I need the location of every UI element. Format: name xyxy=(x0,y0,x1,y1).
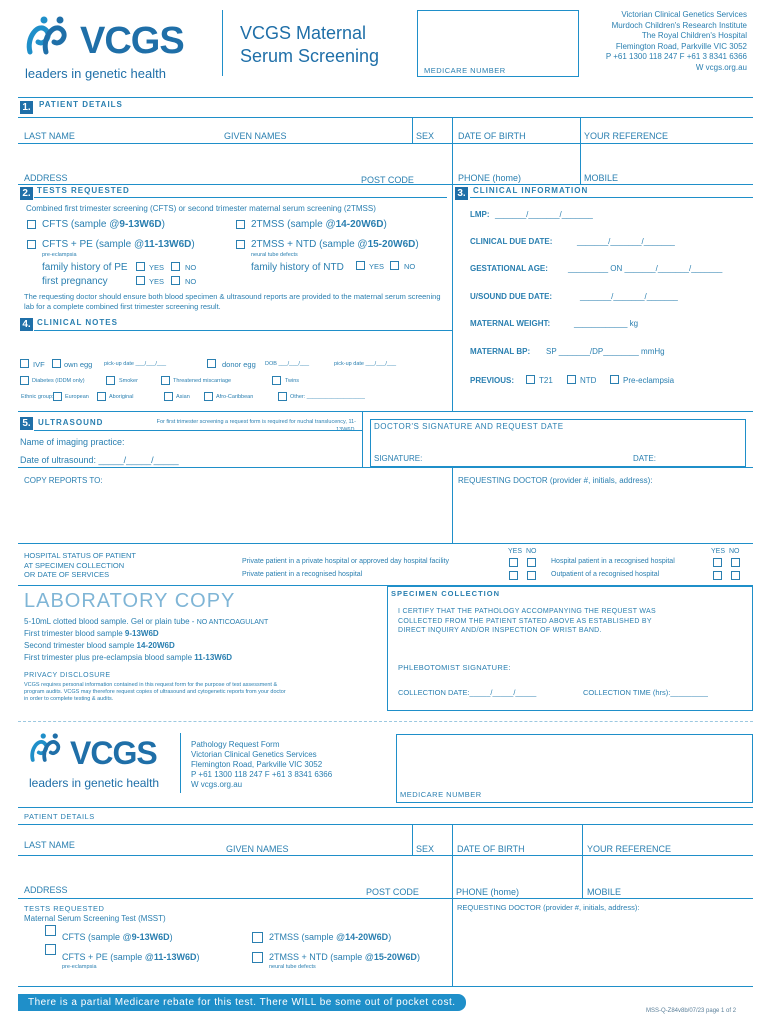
phone-field[interactable]: PHONE (home) xyxy=(458,173,522,183)
lab-line-3: Second trimester blood sample 14-20W6D xyxy=(24,641,175,650)
twins-label: Twins xyxy=(285,378,300,384)
specimen-collection-title: SPECIMEN COLLECTION xyxy=(391,589,501,598)
cfts-pe-checkbox[interactable] xyxy=(27,240,36,249)
lower-msst-subtitle: Maternal Serum Screening Test (MSST) xyxy=(24,914,166,923)
donor-dob[interactable]: DOB ___/___/___ xyxy=(265,361,310,367)
medicare-rebate-banner: There is a partial Medicare rebate for this test. There WILL be some out of pocket cost. xyxy=(18,994,466,1011)
lower-your-reference-field[interactable]: YOUR REFERENCE xyxy=(587,844,672,854)
maternal-weight-label: MATERNAL WEIGHT: xyxy=(470,319,551,328)
fam-pe-yes-checkbox[interactable] xyxy=(136,262,145,271)
no-col-b: NO xyxy=(729,548,740,555)
previous-ntd-label: NTD xyxy=(580,376,597,385)
2tmss-checkbox[interactable] xyxy=(236,220,245,229)
family-history-ntd-label: family history of NTD xyxy=(251,262,344,273)
logo-tagline: leaders in genetic health xyxy=(25,66,166,81)
copy-reports-to-field[interactable]: COPY REPORTS TO: xyxy=(24,476,103,485)
specimen-certify: I CERTIFY THAT THE PATHOLOGY ACCOMPANYING THE REQUEST WAS COLLECTED FROM THE PATIENT STATED ABOVE AS ESTABLISHED BY DIRECT INQUIRY AND/OR INSPECTION OF WRIST BAND. xyxy=(398,608,656,634)
2tmss-ntd-label: 2TMSS + NTD (sample @15-20W6D) xyxy=(251,239,419,250)
patient-details-title: PATIENT DETAILS xyxy=(39,100,123,109)
lower-2tmss-label: 2TMSS (sample @14-20W6D) xyxy=(269,932,392,942)
lower-post-code-field[interactable]: POST CODE xyxy=(366,887,419,897)
fam-ntd-yes-label: YES xyxy=(369,262,385,271)
gestational-age-field[interactable]: _________ ON _______/_______/_______ xyxy=(568,264,723,273)
pre-eclampsia-note: pre-eclampsia xyxy=(42,252,77,258)
logo-tagline-lower: leaders in genetic health xyxy=(29,776,160,790)
cfts-checkbox[interactable] xyxy=(27,220,36,229)
lower-sex-field[interactable]: SEX xyxy=(416,844,435,854)
asian-checkbox[interactable] xyxy=(164,392,173,401)
hospital-recognised-yes-checkbox[interactable] xyxy=(713,558,722,567)
section-3-number: 3. xyxy=(455,187,468,200)
dob-field[interactable]: DATE OF BIRTH xyxy=(458,131,526,141)
own-egg-label: own egg xyxy=(64,360,93,369)
vcgs-logo-icon xyxy=(24,12,82,60)
gestational-age-label: GESTATIONAL AGE: xyxy=(470,264,548,273)
private-private-yes-checkbox[interactable] xyxy=(509,558,518,567)
lower-cfts-pe-checkbox[interactable] xyxy=(45,944,56,955)
private-private-label: Private patient in a private hospital or approved day hospital facility xyxy=(242,558,450,565)
medicare-label-lower: MEDICARE NUMBER xyxy=(400,790,482,799)
lmp-label: LMP: xyxy=(470,210,490,219)
afro-caribbean-checkbox[interactable] xyxy=(204,392,213,401)
first-preg-yes-checkbox[interactable] xyxy=(136,276,145,285)
asian-label: Asian xyxy=(176,394,190,400)
clinical-information-title: CLINICAL INFORMATION xyxy=(473,186,589,195)
collection-date-field[interactable]: COLLECTION DATE:_____/_____/_____ xyxy=(398,688,537,697)
lower-mobile-field[interactable]: MOBILE xyxy=(587,887,622,897)
lmp-field[interactable]: _______/_______/_______ xyxy=(495,210,593,219)
diabetes-checkbox[interactable] xyxy=(20,376,29,385)
logo-wordmark-lower: VCGS xyxy=(70,735,157,771)
outpatient-yes-checkbox[interactable] xyxy=(713,571,722,580)
lower-2tmss-ntd-checkbox[interactable] xyxy=(252,952,263,963)
ultrasound-title: ULTRASOUND xyxy=(38,418,104,427)
lower-requesting-doctor-field[interactable]: REQUESTING DOCTOR (provider #, initials, address): xyxy=(457,903,640,912)
address-field[interactable]: ADDRESS xyxy=(24,173,68,183)
mobile-field[interactable]: MOBILE xyxy=(584,173,619,183)
fam-pe-no-checkbox[interactable] xyxy=(171,262,180,271)
lower-given-names-field[interactable]: GIVEN NAMES xyxy=(226,844,289,854)
clinical-due-date-field[interactable]: _______/_______/_______ xyxy=(577,237,675,246)
lower-tests-requested-title: TESTS REQUESTED xyxy=(24,904,105,913)
private-recognised-label: Private patient in a recognised hospital xyxy=(242,571,363,578)
lower-ntd-note: neural tube defects xyxy=(269,964,316,970)
private-recognised-no-checkbox[interactable] xyxy=(527,571,536,580)
first-preg-no-label: NO xyxy=(185,277,197,286)
smoker-label: Smoker xyxy=(119,378,138,384)
signature-label: SIGNATURE: xyxy=(374,454,423,463)
yes-col-a: YES xyxy=(508,548,523,555)
2tmss-label: 2TMSS (sample @14-20W6D) xyxy=(251,219,387,230)
privacy-title: PRIVACY DISCLOSURE xyxy=(24,672,111,679)
lower-pre-eclampsia-note: pre-eclampsia xyxy=(62,964,97,970)
date-label: DATE: xyxy=(633,454,656,463)
sex-field[interactable]: SEX xyxy=(416,131,435,141)
twins-checkbox[interactable] xyxy=(272,376,281,385)
lab-line-4: First trimester plus pre-eclampsia blood sample 11-13W6D xyxy=(24,653,233,662)
2tmss-ntd-checkbox[interactable] xyxy=(236,240,245,249)
collection-time-field[interactable]: COLLECTION TIME (hrs):_________ xyxy=(583,688,708,697)
private-recognised-yes-checkbox[interactable] xyxy=(509,571,518,580)
lower-2tmss-checkbox[interactable] xyxy=(252,932,263,943)
requesting-doctor-field[interactable]: REQUESTING DOCTOR (provider #, initials, address): xyxy=(458,476,653,485)
section-2-number: 2. xyxy=(20,187,33,200)
given-names-field[interactable]: GIVEN NAMES xyxy=(224,131,287,141)
doctor-signature-title: DOCTOR'S SIGNATURE AND REQUEST DATE xyxy=(374,422,564,431)
maternal-bp-field[interactable]: SP _______/DP________ mmHg xyxy=(546,347,665,356)
ethnic-group-label: Ethnic group: xyxy=(21,394,54,400)
lower-cfts-pe-label: CFTS + PE (sample @11-13W6D) xyxy=(62,952,200,962)
hospital-status-label: HOSPITAL STATUS OF PATIENT AT SPECIMEN COLLECTION OR DATE OF SERVICES xyxy=(24,551,136,579)
footer-doc-code: MSS-Q-Z84v8b/07/23 page 1 of 2 xyxy=(646,1008,737,1014)
first-pregnancy-label: first pregnancy xyxy=(42,276,108,287)
miscarriage-label: Threatened miscarriage xyxy=(173,378,232,384)
aboriginal-label: Aboriginal xyxy=(109,394,134,400)
smoker-checkbox[interactable] xyxy=(106,376,115,385)
your-reference-field[interactable]: YOUR REFERENCE xyxy=(584,131,669,141)
ultrasound-note: For first trimester screening a request form is required for nuchal translucency, 11-13W6D. xyxy=(156,419,356,433)
previous-t21-label: T21 xyxy=(539,376,553,385)
section-5-number: 5. xyxy=(20,417,33,430)
clinical-notes-title: CLINICAL NOTES xyxy=(37,318,118,327)
other-ethnic-field[interactable]: Other: ___________________ xyxy=(290,394,365,400)
fam-pe-no-label: NO xyxy=(185,263,197,272)
tear-line xyxy=(18,721,753,722)
tests-requested-title: TESTS REQUESTED xyxy=(37,186,130,195)
lab-line-1: 5-10mL clotted blood sample. Gel or plain tube - NO ANTICOAGULANT xyxy=(24,617,269,626)
medicare-label: MEDICARE NUMBER xyxy=(424,66,506,75)
clinical-due-date-label: CLINICAL DUE DATE: xyxy=(470,237,553,246)
tests-note: The requesting doctor should ensure both blood specimen & ultrasound reports are provided to the maternal serum screening lab for a complete combined first trimester screening result. xyxy=(24,292,441,311)
miscarriage-checkbox[interactable] xyxy=(161,376,170,385)
hospital-recognised-no-checkbox[interactable] xyxy=(731,558,740,567)
donor-pickup[interactable]: pick-up date ___/___/___ xyxy=(334,361,397,367)
cfts-label: CFTS (sample @9-13W6D) xyxy=(42,219,165,230)
privacy-text: VCGS requires personal information contained in this request form for the purpose of test assessment & program audits. VCGS may therefore request copies of ultrasound and cytogenetic reports from your doctor in order to complete testing & audits. xyxy=(24,682,286,702)
lower-last-name-field[interactable]: LAST NAME xyxy=(24,840,75,850)
phlebotomist-signature-field[interactable]: PHLEBOTOMIST SIGNATURE: xyxy=(398,663,511,672)
outpatient-no-checkbox[interactable] xyxy=(731,571,740,580)
lab-address: Victorian Clinical Genetics Services Murdoch Children's Research Institute The Royal Children's Hospital Flemington Road, Parkville VIC 3052 P +61 1300 118 247 F +61 3 8341 6366 W vcgs.org.au xyxy=(605,10,747,72)
previous-t21-checkbox[interactable] xyxy=(526,375,535,384)
vcgs-logo-icon-lower xyxy=(28,730,72,766)
previous-ntd-checkbox[interactable] xyxy=(567,375,576,384)
european-checkbox[interactable] xyxy=(53,392,62,401)
own-egg-pickup[interactable]: pick-up date ___/___/___ xyxy=(104,361,167,367)
lower-cfts-checkbox[interactable] xyxy=(45,925,56,936)
fam-pe-yes-label: YES xyxy=(149,263,165,272)
ivf-checkbox[interactable] xyxy=(20,359,29,368)
section-4-number: 4. xyxy=(20,318,33,331)
ultrasound-date-field[interactable]: Date of ultrasound: _____/_____/_____ xyxy=(20,455,179,465)
lab-line-2: First trimester blood sample 9-13W6D xyxy=(24,629,159,638)
form-title-line1: VCGS Maternal xyxy=(240,23,367,43)
previous-label: PREVIOUS: xyxy=(470,376,515,385)
own-egg-checkbox[interactable] xyxy=(52,359,61,368)
lower-patient-details-title: PATIENT DETAILS xyxy=(24,812,95,821)
donor-egg-checkbox[interactable] xyxy=(207,359,216,368)
aboriginal-checkbox[interactable] xyxy=(97,392,106,401)
lower-address: Pathology Request Form Victorian Clinical Genetics Services Flemington Road, Parkville VIC 3052 P +61 1300 118 247 F +61 3 8341 6366 W vcgs.org.au xyxy=(191,740,333,789)
private-private-no-checkbox[interactable] xyxy=(527,558,536,567)
hospital-recognised-label: Hospital patient in a recognised hospital xyxy=(551,558,675,565)
family-history-pe-label: family history of PE xyxy=(42,262,128,273)
logo-wordmark: VCGS xyxy=(80,20,184,62)
ivf-label: IVF xyxy=(33,360,45,369)
fam-ntd-no-label: NO xyxy=(404,262,416,271)
no-col-a: NO xyxy=(526,548,537,555)
outpatient-label: Outpatient of a recognised hospital xyxy=(551,571,660,578)
first-preg-no-checkbox[interactable] xyxy=(171,276,180,285)
usound-due-date-label: U/SOUND DUE DATE: xyxy=(470,292,553,301)
other-ethnic-checkbox[interactable] xyxy=(278,392,287,401)
previous-pe-checkbox[interactable] xyxy=(610,375,619,384)
fam-ntd-no-checkbox[interactable] xyxy=(390,261,399,270)
lower-phone-field[interactable]: PHONE (home) xyxy=(456,887,520,897)
donor-egg-label: donor egg xyxy=(222,360,256,369)
first-preg-yes-label: YES xyxy=(149,277,165,286)
fam-ntd-yes-checkbox[interactable] xyxy=(356,261,365,270)
diabetes-label: Diabetes (IDDM only) xyxy=(32,378,85,384)
lower-2tmss-ntd-label: 2TMSS + NTD (sample @15-20W6D) xyxy=(269,952,420,962)
afro-caribbean-label: Afro-Caribbean xyxy=(216,394,254,400)
cfts-pe-label: CFTS + PE (sample @11-13W6D) xyxy=(42,239,195,250)
last-name-field[interactable]: LAST NAME xyxy=(24,131,75,141)
usound-due-date-field[interactable]: _______/_______/_______ xyxy=(580,292,678,301)
lower-address-field[interactable]: ADDRESS xyxy=(24,885,68,895)
lower-cfts-label: CFTS (sample @9-13W6D) xyxy=(62,932,173,942)
tests-subtitle: Combined first trimester screening (CFTS) or second trimester maternal serum screening (2TMSS) xyxy=(26,204,376,213)
maternal-bp-label: MATERNAL BP: xyxy=(470,347,531,356)
form-title-line2: Serum Screening xyxy=(240,46,380,66)
imaging-practice-field[interactable]: Name of imaging practice: xyxy=(20,437,125,447)
section-1-number: 1. xyxy=(20,101,33,114)
lower-dob-field[interactable]: DATE OF BIRTH xyxy=(457,844,525,854)
maternal-weight-field[interactable]: ____________ kg xyxy=(574,319,639,328)
previous-pe-label: Pre-eclampsia xyxy=(623,376,675,385)
european-label: European xyxy=(65,394,89,400)
yes-col-b: YES xyxy=(711,548,726,555)
laboratory-copy-title: LABORATORY COPY xyxy=(24,590,236,612)
post-code-field[interactable]: POST CODE xyxy=(361,175,414,185)
ntd-note: neural tube defects xyxy=(251,252,298,258)
